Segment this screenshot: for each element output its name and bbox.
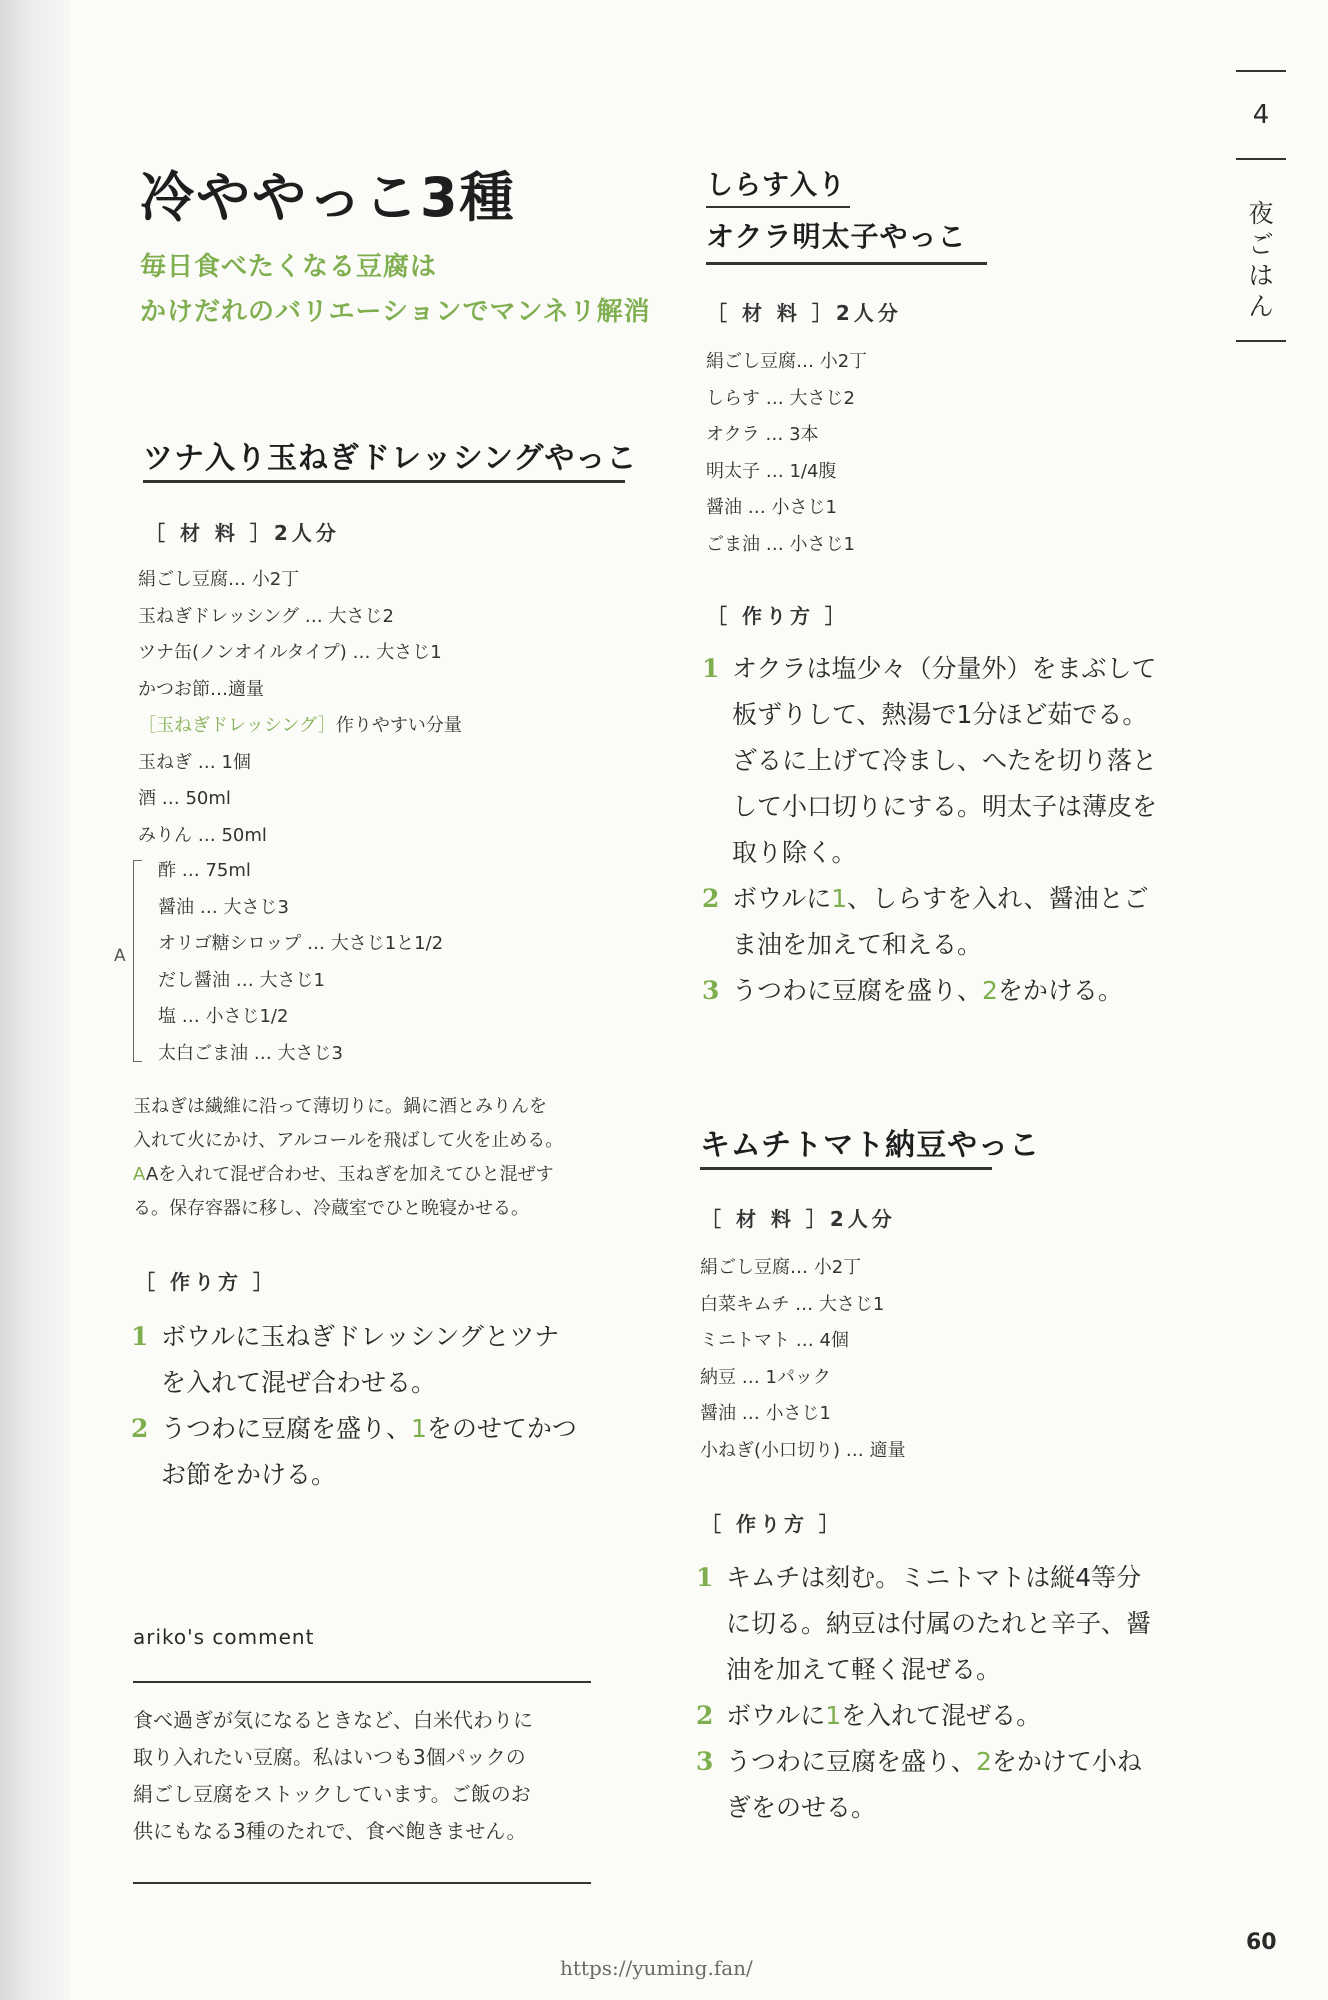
comment-line: 食べ過ぎが気になるときなど、白米代わりに: [133, 1708, 533, 1732]
recipe3-title-underline: [700, 1167, 992, 1170]
step-number: 1: [696, 1563, 714, 1592]
step-text: ボウルに1、しらすを入れ、醤油とご ま油を加えて和える。: [732, 884, 1149, 959]
comment-top-rule: [133, 1681, 591, 1683]
ingredient-item: オクラ … 3本: [706, 424, 819, 445]
ingredient-item: 絹ごし豆腐… 小2丁: [138, 569, 300, 590]
step-text: うつわに豆腐を盛り、1をのせてかつ お節をかける。: [161, 1414, 577, 1489]
chapter-title-vertical: 夜 ご は ん: [1248, 199, 1274, 321]
step-number: 3: [702, 976, 720, 1005]
lead-line-1: 毎日食べたくなる豆腐は: [140, 252, 438, 282]
watermark-url: https://yuming.fan/: [560, 1956, 753, 1980]
step-text: うつわに豆腐を盛り、2をかけて小ね ぎをのせる。: [726, 1747, 1142, 1822]
group-a-bracket: [133, 860, 142, 1062]
recipe1-method-label: ［ 作り方 ］: [135, 1270, 277, 1294]
step-item: [702, 968, 1262, 1014]
ingredient-item: ごま油 … 小さじ1: [706, 533, 855, 555]
dressing-item: みりん … 50ml: [138, 824, 267, 846]
step-number: 1: [131, 1322, 149, 1351]
recipe2-title-line1-underline: [706, 206, 850, 208]
group-a-list: [158, 853, 443, 1072]
step-number: 1: [702, 654, 720, 683]
ingredient-item: しらす … 大さじ2: [706, 387, 855, 409]
recipe2-title-underline: [706, 262, 987, 265]
dressing-note-line: AAを入れて混ぜ合わせ、玉ねぎを加えてひと混ぜす: [133, 1164, 554, 1185]
dressing-note-line: る。保存容器に移し、冷蔵室でひと晩寝かせる。: [133, 1198, 529, 1219]
dressing-item: 玉ねぎ … 1個: [138, 751, 251, 773]
group-a-item: 太白ごま油 … 大さじ3: [158, 1042, 343, 1064]
comment-line: 取り入れたい豆腐。私はいつも3個パックの: [133, 1745, 526, 1769]
ingredient-item: ミニトマト … 4個: [700, 1330, 849, 1351]
step-item: [696, 1739, 1256, 1831]
step-number: 2: [696, 1701, 714, 1730]
comment-bottom-rule: [133, 1882, 591, 1884]
recipe2-steps: [702, 646, 1262, 1014]
recipe2-title-line2: オクラ明太子やっこ: [706, 220, 967, 253]
lead-line-2: かけだれのバリエーションでマンネリ解消: [140, 297, 651, 327]
side-tab-mid-rule: [1236, 158, 1286, 160]
dressing-quantity: 作りやすい分量: [335, 715, 462, 736]
step-item: [131, 1406, 651, 1498]
comment-line: 絹ごし豆腐をストックしています。ご飯のお: [133, 1782, 531, 1806]
recipe3-ingredient-list: [700, 1250, 906, 1469]
recipe2-method-label: ［ 作り方 ］: [707, 604, 849, 628]
group-a-item: 塩 … 小さじ1/2: [158, 1006, 289, 1027]
page-title: 冷ややっこ3種: [140, 166, 516, 229]
recipe1-ingredient-list: [138, 562, 462, 854]
step-number: 2: [131, 1414, 149, 1443]
step-text: ボウルに玉ねぎドレッシングとツナ を入れて混ぜ合わせる。: [161, 1322, 560, 1397]
step-text: キムチは刻む。ミニトマトは縦4等分 に切る。納豆は付属のたれと辛子、醤 油を加えて軽く混ぜる。: [726, 1563, 1152, 1684]
step-text: ボウルに1を入れて混ぜる。: [726, 1701, 1042, 1730]
page-number: 60: [1246, 1930, 1277, 1955]
recipe2-ingredient-list: [706, 344, 867, 563]
comment-title: ariko's comment: [133, 1625, 315, 1649]
group-a-item: だし醤油 … 大さじ1: [158, 969, 325, 991]
page-binding-shadow: [0, 0, 70, 2000]
recipe1-title-underline: [143, 480, 625, 483]
side-tab-bottom-rule: [1236, 340, 1286, 342]
dressing-subheading: [138, 708, 462, 745]
chapter-number: 4: [1252, 100, 1270, 130]
step-item: [696, 1693, 1256, 1739]
recipe3-ingredients-label: ［ 材 料 ］2人分: [701, 1207, 896, 1231]
recipe3-steps: [696, 1555, 1256, 1831]
step-text: オクラは塩少々（分量外）をまぶして 板ずりして、熱湯で1分ほど茹でる。 ざるに上げて冷まし、へたを切り落と して小口切りにする。明太子は薄皮を 取り除く。: [732, 654, 1158, 867]
ingredient-item: 小ねぎ(小口切り) … 適量: [700, 1439, 906, 1461]
dressing-item: 酒 … 50ml: [138, 788, 231, 809]
dressing-note: [133, 1090, 633, 1226]
ingredient-item: かつお節…適量: [138, 678, 264, 700]
recipe3-title: キムチトマト納豆やっこ: [700, 1128, 1041, 1163]
ingredient-item: 醤油 … 小さじ1: [706, 497, 837, 518]
step-item: [696, 1555, 1256, 1693]
group-a-item: 酢 … 75ml: [158, 860, 251, 881]
dressing-label: ［玉ねぎドレッシング］: [138, 715, 336, 736]
ingredient-item: 醤油 … 小さじ1: [700, 1403, 831, 1424]
comment-body: [133, 1702, 603, 1850]
step-item: [702, 876, 1262, 968]
ingredient-item: 白菜キムチ … 大さじ1: [700, 1293, 885, 1315]
recipe3-method-label: ［ 作り方 ］: [701, 1512, 843, 1536]
ingredient-item: 明太子 … 1/4腹: [706, 460, 837, 482]
dressing-note-line: 入れて火にかけ、アルコールを飛ばして火を止める。: [133, 1130, 564, 1151]
ingredient-item: 納豆 … 1パック: [700, 1366, 831, 1388]
step-item: [702, 646, 1262, 876]
ingredient-item: 玉ねぎドレッシング … 大さじ2: [138, 605, 394, 627]
comment-line: 供にもなる3種のたれで、食べ飽きません。: [133, 1819, 527, 1843]
step-number: 2: [702, 884, 720, 913]
group-a-marker: A: [114, 946, 126, 966]
side-tab-top-rule: [1236, 70, 1286, 72]
recipe1-steps: [131, 1314, 651, 1498]
step-number: 3: [696, 1747, 714, 1776]
ingredient-item: ツナ缶(ノンオイルタイプ) … 大さじ1: [138, 642, 442, 663]
group-a-item: オリゴ糖シロップ … 大さじ1と1/2: [158, 933, 444, 954]
recipe2-ingredients-label: ［ 材 料 ］2人分: [707, 301, 902, 325]
dressing-note-line: 玉ねぎは繊維に沿って薄切りに。鍋に酒とみりんを: [133, 1096, 547, 1117]
ingredient-item: 絹ごし豆腐… 小2丁: [700, 1257, 862, 1278]
ingredient-item: 絹ごし豆腐… 小2丁: [706, 351, 868, 372]
dressing-note-rest: Aを入れて混ぜ合わせ、玉ねぎを加えてひと混ぜす: [145, 1164, 554, 1185]
recipe1-title: ツナ入り玉ねぎドレッシングやっこ: [143, 441, 638, 476]
recipe2-title-line1: しらす入り: [706, 170, 846, 201]
recipe1-ingredients-label: ［ 材 料 ］2人分: [145, 521, 340, 545]
step-text: うつわに豆腐を盛り、2をかける。: [732, 976, 1123, 1005]
group-a-item: 醤油 … 大さじ3: [158, 896, 289, 918]
step-item: [131, 1314, 651, 1406]
